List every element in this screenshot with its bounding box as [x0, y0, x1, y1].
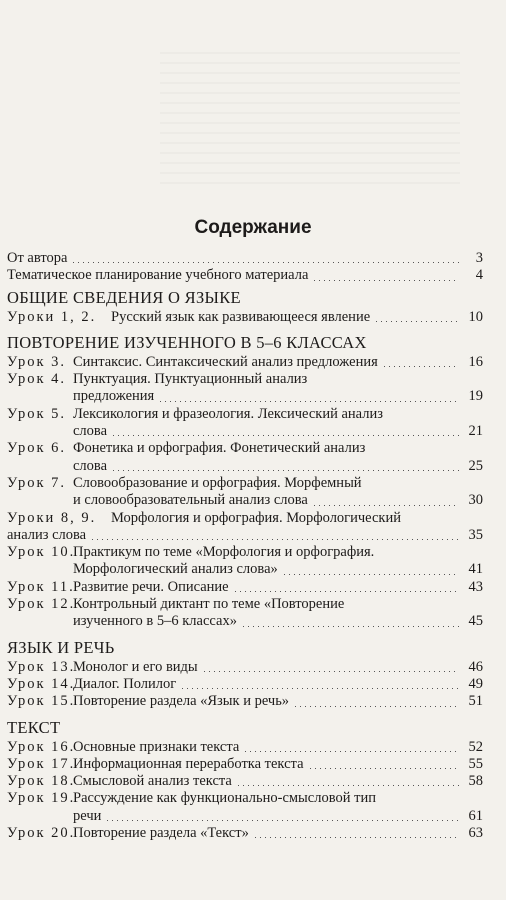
toc-entry-line	[7, 756, 483, 773]
toc-entry-line	[7, 458, 483, 475]
entry-title: Повторение раздела «Язык и речь»	[73, 693, 290, 710]
toc-entry	[7, 250, 483, 267]
entry-title: и словообразовательный анализ слова	[73, 492, 308, 509]
entry-title: анализ слова	[7, 526, 87, 543]
toc-entry-line	[7, 693, 483, 710]
entry-title: Диалог. Полилог	[73, 675, 177, 692]
page-number: 25	[468, 457, 483, 474]
dot-leader	[295, 706, 459, 707]
toc-entry-line	[7, 544, 483, 561]
toc-entry-line	[7, 659, 483, 676]
dot-leader	[204, 671, 459, 672]
page-number: 4	[475, 267, 483, 284]
toc-entry	[7, 354, 483, 371]
toc-entry-line	[7, 475, 483, 492]
toc-entry-line	[7, 406, 483, 423]
entry-title: Основные признаки текста	[73, 738, 240, 755]
entry-title: Словообразование и орфография. Морфемный	[73, 474, 362, 491]
toc-entry-line	[7, 596, 483, 613]
toc-entry	[7, 659, 483, 676]
entry-title: Смысловой анализ текста	[73, 773, 232, 790]
dot-leader	[314, 505, 459, 506]
section-heading: ОБЩИЕ СВЕДЕНИЯ О ЯЗЫКЕ	[7, 287, 241, 307]
lesson-label: Урок 3.	[7, 353, 67, 370]
page-number: 45	[468, 613, 483, 630]
dot-leader	[238, 785, 459, 786]
entry-title: Монолог и его виды	[73, 658, 198, 675]
entry-title: Морфология и орфография. Морфологический	[111, 509, 401, 526]
toc-entry	[7, 825, 483, 842]
dot-leader	[113, 435, 459, 436]
toc-entry	[7, 596, 483, 631]
page-number: 55	[468, 755, 483, 772]
toc-entry	[7, 371, 483, 406]
toc-entry-line	[7, 354, 483, 371]
dot-leader	[376, 321, 459, 322]
toc-entry-line	[7, 492, 483, 509]
toc-entry-line	[7, 371, 483, 388]
toc-entry	[7, 309, 483, 326]
table-of-contents	[7, 250, 483, 842]
page-number: 49	[468, 675, 483, 692]
entry-title: предложения	[73, 388, 155, 405]
entry-title: изученного в 5–6 классах»	[73, 613, 237, 630]
section-heading: ПОВТОРЕНИЕ ИЗУЧЕННОГО В 5–6 КЛАССАХ	[7, 332, 367, 352]
page-number: 46	[468, 658, 483, 675]
dot-leader	[245, 751, 459, 752]
page-number: 16	[468, 353, 483, 370]
section-heading: ЯЗЫК И РЕЧЬ	[7, 637, 115, 657]
dot-leader	[255, 837, 459, 838]
dot-leader	[182, 688, 459, 689]
page-number: 58	[468, 773, 483, 790]
entry-title: речи	[73, 807, 102, 824]
toc-entry-line	[7, 790, 483, 807]
toc-entry-line	[7, 808, 483, 825]
page-number: 21	[468, 423, 483, 440]
page-title: Содержание	[194, 217, 312, 238]
page-number: 61	[468, 807, 483, 824]
entry-title: Информационная переработка текста	[73, 755, 304, 772]
dot-leader	[235, 591, 459, 592]
lesson-label: Урок 7.	[7, 474, 67, 491]
lesson-label: Урок 20.	[7, 825, 76, 842]
toc-entry	[7, 676, 483, 693]
toc-entry-line	[7, 825, 483, 842]
toc-entry-line	[7, 388, 483, 405]
toc-entry	[7, 544, 483, 579]
page-number: 41	[468, 561, 483, 578]
lesson-label: Урок 15.	[7, 693, 76, 710]
section-heading: ТЕКСТ	[7, 717, 61, 737]
dot-leader	[384, 366, 459, 367]
entry-title: Повторение раздела «Текст»	[73, 825, 249, 842]
page-number: 3	[475, 250, 483, 266]
entry-title: слова	[73, 423, 108, 440]
dot-leader	[310, 768, 459, 769]
entry-title: Развитие речи. Описание	[73, 578, 229, 595]
page-number: 63	[468, 825, 483, 842]
lesson-label: Урок 5.	[7, 405, 67, 422]
toc-entry	[7, 790, 483, 825]
toc-entry	[7, 475, 483, 510]
lesson-label: Урок 18.	[7, 773, 76, 790]
toc-entry-line	[7, 423, 483, 440]
toc-entry-line	[7, 739, 483, 756]
lesson-label: Уроки 8, 9.	[7, 509, 97, 526]
toc-entry	[7, 579, 483, 596]
entry-title: Практикум по теме «Морфология и орфография.	[73, 544, 375, 561]
dot-leader	[107, 820, 459, 821]
toc-entry	[7, 510, 483, 545]
lesson-label: Урок 10.	[7, 544, 76, 561]
page-number: 10	[468, 308, 483, 325]
entry-title: Синтаксис. Синтаксический анализ предложения	[73, 353, 378, 370]
page-number: 51	[468, 693, 483, 710]
show-through-text	[160, 52, 460, 192]
page-number: 19	[468, 388, 483, 405]
entry-title: Контрольный диктант по теме «Повторение	[73, 596, 345, 613]
lesson-label: Урок 11.	[7, 578, 75, 595]
dot-leader	[113, 470, 459, 471]
toc-entry	[7, 756, 483, 773]
dot-leader	[284, 574, 459, 575]
toc-entry-line	[7, 250, 483, 267]
toc-entry-line	[7, 267, 483, 284]
lesson-label: Урок 13.	[7, 658, 76, 675]
entry-title: Русский язык как развивающееся явление	[111, 308, 371, 325]
toc-entry	[7, 773, 483, 790]
toc-entry-line	[7, 309, 483, 326]
toc-entry-line	[7, 561, 483, 578]
entry-title: Рассуждение как функционально-смысловой тип	[73, 790, 376, 807]
dot-leader	[243, 626, 459, 627]
page-number: 30	[468, 492, 483, 509]
lesson-label: Урок 17.	[7, 755, 76, 772]
dot-leader	[73, 262, 459, 263]
toc-entry-line	[7, 676, 483, 693]
entry-title: Тематическое планирование учебного материала	[7, 267, 309, 284]
toc-entry-line	[7, 510, 483, 527]
toc-entry	[7, 693, 483, 710]
toc-entry-line	[7, 579, 483, 596]
toc-entry	[7, 739, 483, 756]
toc-entry-line	[7, 527, 483, 544]
entry-title: От автора	[7, 250, 68, 266]
entry-title: Пунктуация. Пунктуационный анализ	[73, 371, 308, 388]
toc-entry	[7, 406, 483, 441]
toc-entry-line	[7, 440, 483, 457]
page-number: 35	[468, 526, 483, 543]
lesson-label: Урок 14.	[7, 675, 76, 692]
page-number: 43	[468, 578, 483, 595]
toc-entry	[7, 267, 483, 284]
dot-leader	[92, 539, 459, 540]
entry-title: Морфологический анализ слова»	[73, 561, 278, 578]
entry-title: Фонетика и орфография. Фонетический анализ	[73, 440, 366, 457]
lesson-label: Урок 16.	[7, 738, 76, 755]
entry-title: слова	[73, 457, 108, 474]
entry-title: Лексикология и фразеология. Лексический анализ	[73, 405, 383, 422]
toc-entry-line	[7, 773, 483, 790]
toc-entry	[7, 440, 483, 475]
dot-leader	[314, 280, 459, 281]
lesson-label: Урок 19.	[7, 790, 76, 807]
lesson-label: Уроки 1, 2.	[7, 308, 97, 325]
dot-leader	[160, 401, 459, 402]
lesson-label: Урок 4.	[7, 371, 67, 388]
page-number: 52	[468, 738, 483, 755]
lesson-label: Урок 6.	[7, 440, 67, 457]
lesson-label: Урок 12.	[7, 596, 76, 613]
toc-entry-line	[7, 613, 483, 630]
